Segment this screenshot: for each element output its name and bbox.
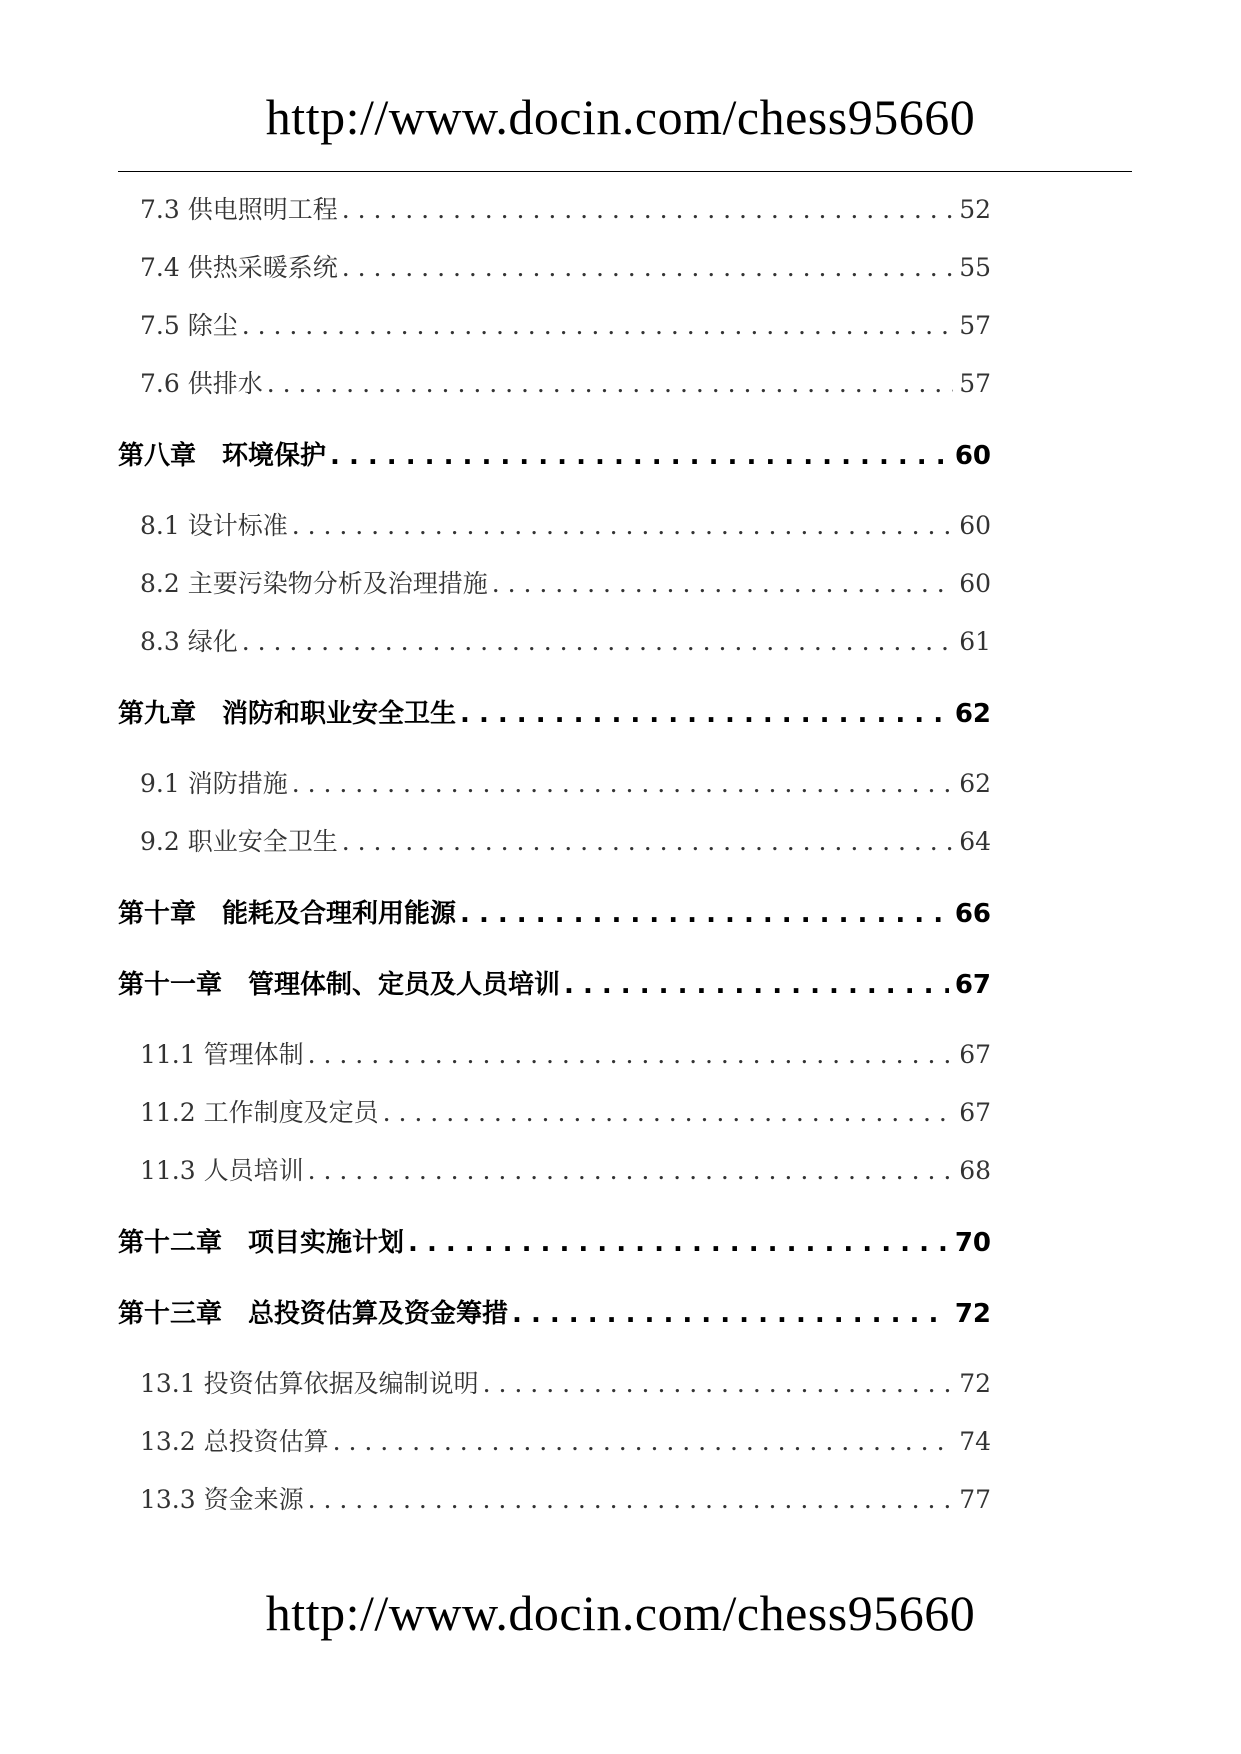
toc-dot-leader: [342, 195, 953, 224]
toc-entry-8-3[interactable]: [140, 622, 991, 658]
toc-dot-leader: [483, 1369, 954, 1398]
toc-entry-page: 60: [959, 569, 991, 598]
footer-url: http://www.docin.com/chess95660: [265, 1585, 976, 1641]
toc-entry-title: 11.2 工作制度及定员: [140, 1098, 379, 1127]
toc-entry-13-3[interactable]: [140, 1480, 991, 1516]
toc-entry-page: 68: [959, 1156, 991, 1185]
toc-entry-title: 8.1 设计标准: [140, 511, 288, 540]
toc-chapter-page: 62: [954, 699, 991, 729]
toc-dot-leader: [267, 369, 953, 398]
toc-chapter-title: 第十章 能耗及合理利用能源: [118, 899, 457, 929]
toc-entry-title: 13.1 投资估算依据及编制说明: [140, 1369, 479, 1398]
toc-chapter-page: 72: [954, 1299, 991, 1329]
toc-entry-11-3[interactable]: [140, 1151, 991, 1187]
toc-entry-13-2[interactable]: [140, 1422, 991, 1458]
toc-chapter-title: 第八章 环境保护: [118, 441, 327, 471]
toc-entry-13-1[interactable]: [140, 1364, 991, 1400]
toc-dot-leader: [460, 699, 949, 729]
toc-entry-page: 67: [959, 1040, 991, 1069]
toc-dot-leader: [308, 1156, 954, 1185]
toc-entry-page: 55: [959, 253, 991, 282]
toc-entry-7-4[interactable]: [140, 248, 991, 284]
toc-chapter-title: 第十三章 总投资估算及资金筹措: [118, 1299, 509, 1329]
toc-entry-title: 7.6 供排水: [140, 369, 263, 398]
toc-dot-leader: [512, 1299, 949, 1329]
toc-dot-leader: [292, 511, 953, 540]
toc-entry-title: 13.2 总投资估算: [140, 1427, 329, 1456]
toc-entry-page: 62: [959, 769, 991, 798]
toc-dot-leader: [292, 769, 953, 798]
toc-chapter-page: 67: [954, 970, 991, 1000]
toc-chapter-title: 第十一章 管理体制、定员及人员培训: [118, 970, 561, 1000]
toc-entry-11-1[interactable]: [140, 1035, 991, 1071]
toc-entry-page: 67: [959, 1098, 991, 1127]
toc-chapter-12[interactable]: [118, 1222, 991, 1259]
toc-dot-leader: [564, 970, 949, 1000]
toc-entry-page: 77: [959, 1485, 991, 1514]
toc-chapter-10[interactable]: [118, 893, 991, 930]
toc-dot-leader: [242, 627, 953, 656]
header-url: http://www.docin.com/chess95660: [265, 89, 976, 145]
toc-entry-7-3[interactable]: [140, 190, 991, 226]
toc-dot-leader: [342, 827, 953, 856]
toc-chapter-page: 66: [954, 899, 991, 929]
toc-entry-9-2[interactable]: [140, 822, 991, 858]
toc-entry-title: 13.3 资金来源: [140, 1485, 304, 1514]
toc-entry-7-5[interactable]: [140, 306, 991, 342]
toc-entry-9-1[interactable]: [140, 764, 991, 800]
toc-entry-title: 8.2 主要污染物分析及治理措施: [140, 569, 488, 598]
toc-entry-title: 7.3 供电照明工程: [140, 195, 338, 224]
toc-chapter-8[interactable]: [118, 435, 991, 472]
toc-dot-leader: [342, 253, 953, 282]
toc-chapter-13[interactable]: [118, 1293, 991, 1330]
toc-dot-leader: [460, 899, 949, 929]
toc-entry-7-6[interactable]: [140, 364, 991, 400]
toc-entry-page: 52: [959, 195, 991, 224]
toc-entry-page: 61: [959, 627, 991, 656]
toc-entry-8-1[interactable]: [140, 506, 991, 542]
toc-dot-leader: [242, 311, 953, 340]
toc-entry-page: 57: [959, 369, 991, 398]
toc-dot-leader: [333, 1427, 954, 1456]
toc-entry-page: 64: [959, 827, 991, 856]
toc-chapter-11[interactable]: [118, 964, 991, 1001]
toc-entry-page: 57: [959, 311, 991, 340]
toc-chapter-title: 第十二章 项目实施计划: [118, 1228, 405, 1258]
toc-entry-page: 60: [959, 511, 991, 540]
toc-entry-title: 11.1 管理体制: [140, 1040, 304, 1069]
toc-dot-leader: [408, 1228, 949, 1258]
toc-dot-leader: [330, 441, 949, 471]
toc-entry-11-2[interactable]: [140, 1093, 991, 1129]
toc-entry-page: 72: [959, 1369, 991, 1398]
toc-chapter-title: 第九章 消防和职业安全卫生: [118, 699, 457, 729]
toc-chapter-9[interactable]: [118, 693, 991, 730]
toc-entry-page: 74: [959, 1427, 991, 1456]
toc-entry-title: 9.2 职业安全卫生: [140, 827, 338, 856]
toc-dot-leader: [308, 1040, 954, 1069]
toc-dot-leader: [492, 569, 953, 598]
toc-entry-title: 7.5 除尘: [140, 311, 238, 340]
toc-chapter-page: 60: [954, 441, 991, 471]
toc-entry-title: 11.3 人员培训: [140, 1156, 304, 1185]
toc-entry-title: 8.3 绿化: [140, 627, 238, 656]
toc-entry-8-2[interactable]: [140, 564, 991, 600]
toc-dot-leader: [308, 1485, 954, 1514]
toc-entry-title: 7.4 供热采暖系统: [140, 253, 338, 282]
toc-chapter-page: 70: [954, 1228, 991, 1258]
toc-dot-leader: [383, 1098, 954, 1127]
toc-entry-title: 9.1 消防措施: [140, 769, 288, 798]
